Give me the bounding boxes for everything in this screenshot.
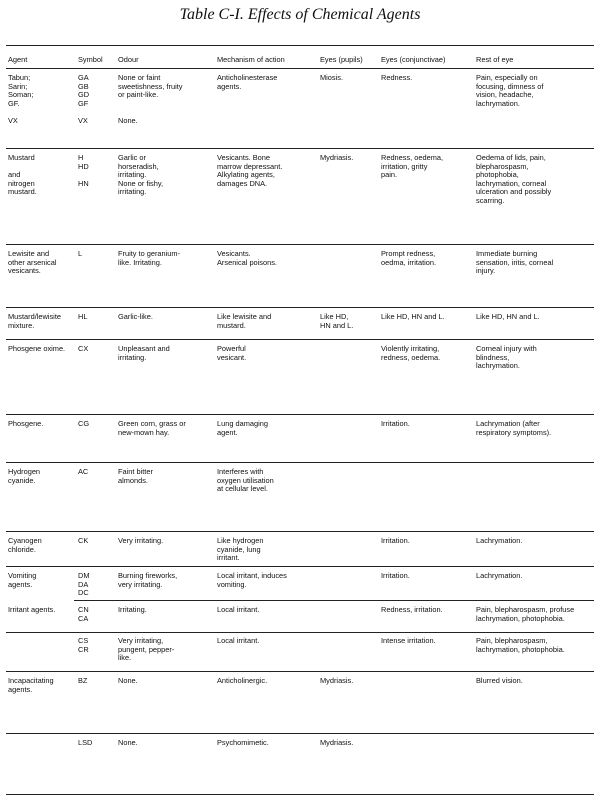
table-cell-agent: Phosgene. — [8, 419, 44, 428]
column-header-pupils: Eyes (pupils) — [320, 55, 363, 64]
table-cell-rest: Pain, blepharospasm, lachrymation, photophobia. — [476, 636, 565, 654]
table-cell-odour: Unpleasant and irritating. — [118, 344, 170, 362]
table-rule — [6, 733, 594, 734]
table-cell-mechanism: Local irritant. — [217, 636, 260, 645]
table-cell-conjunctivae: Prompt redness, oedma, irritation. — [381, 249, 437, 267]
table-cell-mechanism: Like lewisite and mustard. — [217, 312, 272, 330]
table-cell-symbol: GA GB GD GF VX — [78, 73, 90, 125]
table-cell-rest: Immediate burning sensation, iritis, corneal injury. — [476, 249, 554, 276]
table-cell-mechanism: Anticholinergic. — [217, 676, 268, 685]
table-cell-rest: Blurred vision. — [476, 676, 523, 685]
table-cell-agent: Mustard/lewisite mixture. — [8, 312, 61, 330]
table-cell-mechanism: Like hydrogen cyanide, lung irritant. — [217, 536, 264, 563]
table-rule — [74, 600, 594, 601]
table-cell-symbol: BZ — [78, 676, 88, 685]
table-cell-pupils: Like HD, HN and L. — [320, 312, 354, 330]
table-cell-odour: None. — [118, 676, 138, 685]
table-cell-pupils: Mydriasis. — [320, 676, 354, 685]
page-title: Table C-I. Effects of Chemical Agents — [179, 6, 421, 23]
table-cell-odour: Garlic or horseradish, irritating. None or fishy, irritating. — [118, 153, 164, 197]
table-cell-conjunctivae: Like HD, HN and L. — [381, 312, 445, 321]
table-cell-rest: Lachrymation (after respiratory symptoms). — [476, 419, 552, 437]
table-cell-conjunctivae: Intense irritation. — [381, 636, 436, 645]
table-cell-odour: Irritating. — [118, 605, 147, 614]
table-cell-mechanism: Local irritant, induces vomiting. — [217, 571, 287, 589]
table-rule — [6, 462, 594, 463]
table-cell-symbol: H HD HN — [78, 153, 89, 188]
table-cell-agent: Irritant agents. — [8, 605, 56, 614]
table-cell-symbol: CX — [78, 344, 89, 353]
table-cell-rest: Oedema of lids, pain, blepharospasm, photophobia, lachrymation, corneal ulceration and possibly scarring. — [476, 153, 552, 205]
table-cell-pupils: Miosis. — [320, 73, 343, 82]
table-cell-agent: Incapacitating agents. — [8, 676, 54, 694]
table-cell-rest: Pain, especially on focusing, dimness of vision, headache, lachrymation. — [476, 73, 544, 108]
table-cell-rest: Pain, blepharospasm, profuse lachrymation, photophobia. — [476, 605, 575, 623]
column-header-agent: Agent — [8, 55, 28, 64]
table-rule — [6, 307, 594, 308]
table-cell-agent: Mustard and nitrogen mustard. — [8, 153, 37, 197]
table-rule — [6, 339, 594, 340]
table-cell-agent: Cyanogen chloride. — [8, 536, 42, 554]
table-cell-agent: Hydrogen cyanide. — [8, 467, 41, 485]
column-header-rest: Rest of eye — [476, 55, 514, 64]
table-cell-mechanism: Psychomimetic. — [217, 738, 269, 747]
table-rule — [6, 794, 594, 795]
table-cell-mechanism: Powerful vesicant. — [217, 344, 247, 362]
column-header-odour: Odour — [118, 55, 139, 64]
table-cell-symbol: CS CR — [78, 636, 89, 654]
column-header-mechanism: Mechanism of action — [217, 55, 285, 64]
table-cell-odour: Very irritating, pungent, pepper- like. — [118, 636, 175, 663]
table-cell-symbol: CG — [78, 419, 90, 428]
table-cell-odour: None or faint sweetishness, fruity or paint-like. None. — [118, 73, 183, 125]
table-cell-rest: Like HD, HN and L. — [476, 312, 540, 321]
table-cell-rest: Lachrymation. — [476, 571, 523, 580]
table-rule — [6, 566, 594, 567]
table-cell-conjunctivae: Redness, irritation. — [381, 605, 443, 614]
table-rule — [6, 531, 594, 532]
table-cell-symbol: AC — [78, 467, 89, 476]
table-rule — [6, 148, 594, 149]
table-cell-odour: Faint bitter almonds. — [118, 467, 153, 485]
column-header-symbol: Symbol — [78, 55, 103, 64]
table-rule — [6, 45, 594, 46]
table-cell-symbol: CN CA — [78, 605, 89, 623]
table-cell-symbol: CK — [78, 536, 89, 545]
table-cell-odour: Very irritating. — [118, 536, 164, 545]
table-cell-odour: None. — [118, 738, 138, 747]
column-header-conjunctivae: Eyes (conjunctivae) — [381, 55, 446, 64]
table-cell-rest: Lachrymation. — [476, 536, 523, 545]
table-cell-conjunctivae: Irritation. — [381, 419, 410, 428]
table-rule — [6, 68, 594, 69]
table-cell-conjunctivae: Violently irritating, redness, oedema. — [381, 344, 441, 362]
table-rule — [6, 244, 594, 245]
table-cell-pupils: Mydriasis. — [320, 738, 354, 747]
table-cell-agent: Phosgene oxime. — [8, 344, 66, 353]
table-cell-odour: Garlic-like. — [118, 312, 153, 321]
table-cell-rest: Corneal injury with blindness, lachrymation. — [476, 344, 537, 371]
table-cell-symbol: HL — [78, 312, 88, 321]
table-cell-odour: Burning fireworks, very irritating. — [118, 571, 178, 589]
table-cell-mechanism: Lung damaging agent. — [217, 419, 268, 437]
table-cell-symbol: L — [78, 249, 83, 258]
table-cell-symbol: LSD — [78, 738, 93, 747]
table-cell-agent: Tabun; Sarin; Soman; GF. VX — [8, 73, 34, 125]
table-rule — [6, 671, 594, 672]
table-cell-conjunctivae: Irritation. — [381, 571, 410, 580]
table-rule — [6, 414, 594, 415]
table-cell-conjunctivae: Redness. — [381, 73, 413, 82]
table-cell-pupils: Mydriasis. — [320, 153, 354, 162]
table-cell-odour: Green corn, grass or new-mown hay. — [118, 419, 186, 437]
table-cell-mechanism: Vesicants. Bone marrow depressant. Alkylating agents, damages DNA. — [217, 153, 283, 188]
table-cell-conjunctivae: Redness, oedema, irritation, gritty pain. — [381, 153, 444, 180]
table-cell-mechanism: Vesicants. Arsenical poisons. — [217, 249, 277, 267]
table-cell-mechanism: Interferes with oxygen utilisation at cellular level. — [217, 467, 274, 494]
table-cell-odour: Fruity to geranium- like. Irritating. — [118, 249, 181, 267]
table-rule — [6, 632, 594, 633]
table-cell-agent: Vomiting agents. — [8, 571, 37, 589]
table-cell-mechanism: Local irritant. — [217, 605, 260, 614]
table-cell-mechanism: Anticholinesterase agents. — [217, 73, 278, 91]
table-cell-conjunctivae: Irritation. — [381, 536, 410, 545]
table-cell-agent: Lewisite and other arsenical vesicants. — [8, 249, 57, 276]
table-cell-symbol: DM DA DC — [78, 571, 90, 598]
